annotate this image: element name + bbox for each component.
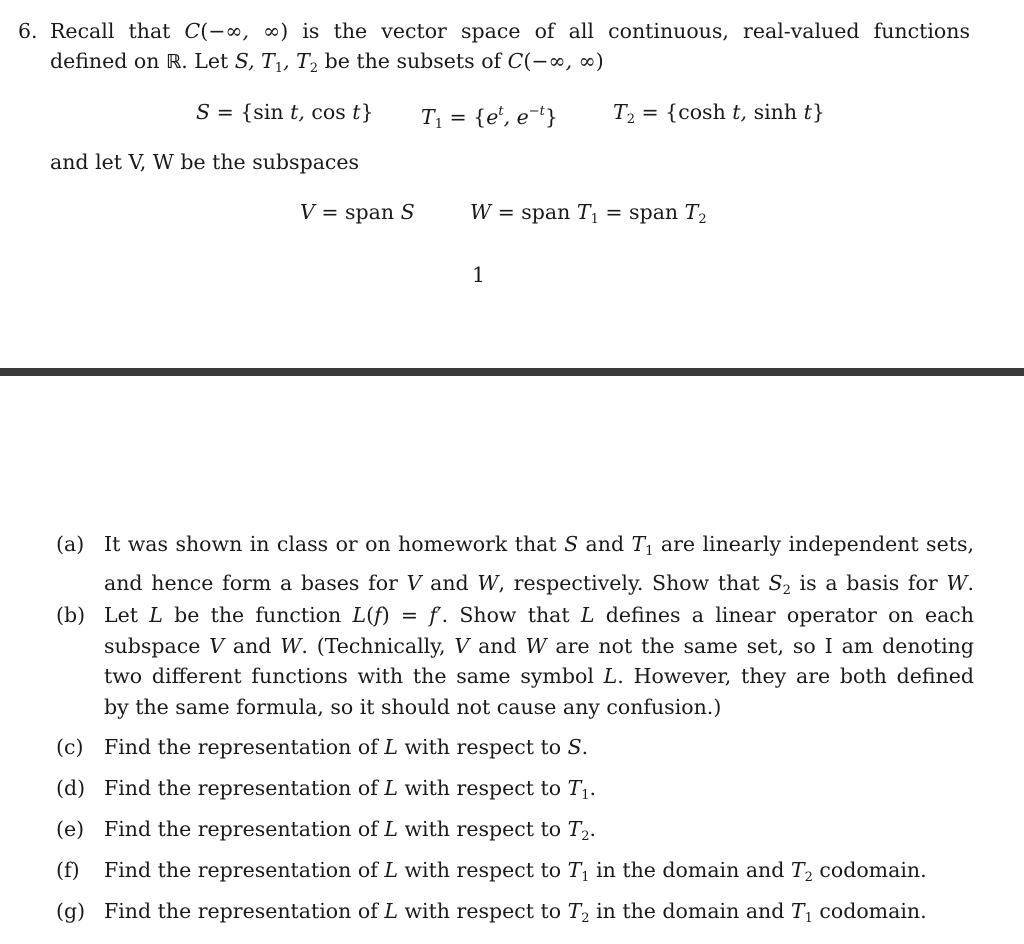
part-a-line-2: and hence form a bases for V and W, respectively. Show that $S_2$ is a basis for W. <box>104 570 974 598</box>
part-label: (c) <box>56 735 84 759</box>
part-e <box>56 814 976 846</box>
part-label: (g) <box>56 899 86 923</box>
def-V: V = span S <box>300 200 415 224</box>
def-W: W = span $T_1$ = span $T_2$ <box>470 200 707 227</box>
part-b-line-4: by the same formula, so it should not cause any confusion.) <box>104 694 722 719</box>
page-one <box>0 0 1024 368</box>
part-b-line-2: subspace V and W. (Technically, V and W are not the same set, so I am denoting <box>104 633 975 658</box>
intro-line-2: defined on ℝ. Let S, $T_1$, $T_2$ be the subsets of C(−∞, ∞) <box>50 49 604 76</box>
part-f-line-1: Find the representation of L with respect to $T_1$ in the domain and $T_2$ codomain. <box>104 858 927 885</box>
problem-number: 6. <box>18 19 38 43</box>
part-c-line-1: Find the representation of L with respect to S. <box>104 735 589 759</box>
part-d <box>56 773 976 805</box>
part-d-line-1: Find the representation of L with respect to $T_1$. <box>104 776 597 803</box>
subspaces-intro: and let V, W be the subspaces <box>50 150 360 174</box>
set-S: S = {sin t, cos t} <box>196 100 374 124</box>
page-divider <box>0 368 1024 376</box>
part-g <box>56 896 976 928</box>
part-a-line-1: It was shown in class or on homework that S and $T_1$ are linearly independent sets, <box>104 532 974 559</box>
part-label: (e) <box>56 817 85 841</box>
part-b-line-3: two different functions with the same symbol L. However, they are both defined <box>104 664 974 688</box>
part-label: (d) <box>56 776 86 800</box>
part-c <box>56 732 976 764</box>
intro-line-1: Recall that C(−∞, ∞) is the vector space of all continuous, real-valued functions <box>50 19 970 43</box>
part-b-line-1: Let L be the function L(f) = f′. Show that L defines a linear operator on each <box>104 603 974 627</box>
set-T2: $T_2 = \{\cosh$ t, sinh t} <box>613 100 825 127</box>
part-g-line-1: Find the representation of L with respect to $T_2$ in the domain and $T_1$ codomain. <box>104 899 927 926</box>
set-T1: $T_1 = \{e^t$, $e^{-t}$} <box>421 104 558 132</box>
page-two <box>0 376 1024 944</box>
part-label: (b) <box>56 603 86 627</box>
part-b <box>56 600 976 724</box>
page-number: 1 <box>472 263 486 287</box>
part-a <box>56 529 976 598</box>
part-label: (f) <box>56 858 80 882</box>
part-f <box>56 855 976 887</box>
part-e-line-1: Find the representation of L with respect to $T_2$. <box>104 817 597 844</box>
part-label: (a) <box>56 532 85 556</box>
